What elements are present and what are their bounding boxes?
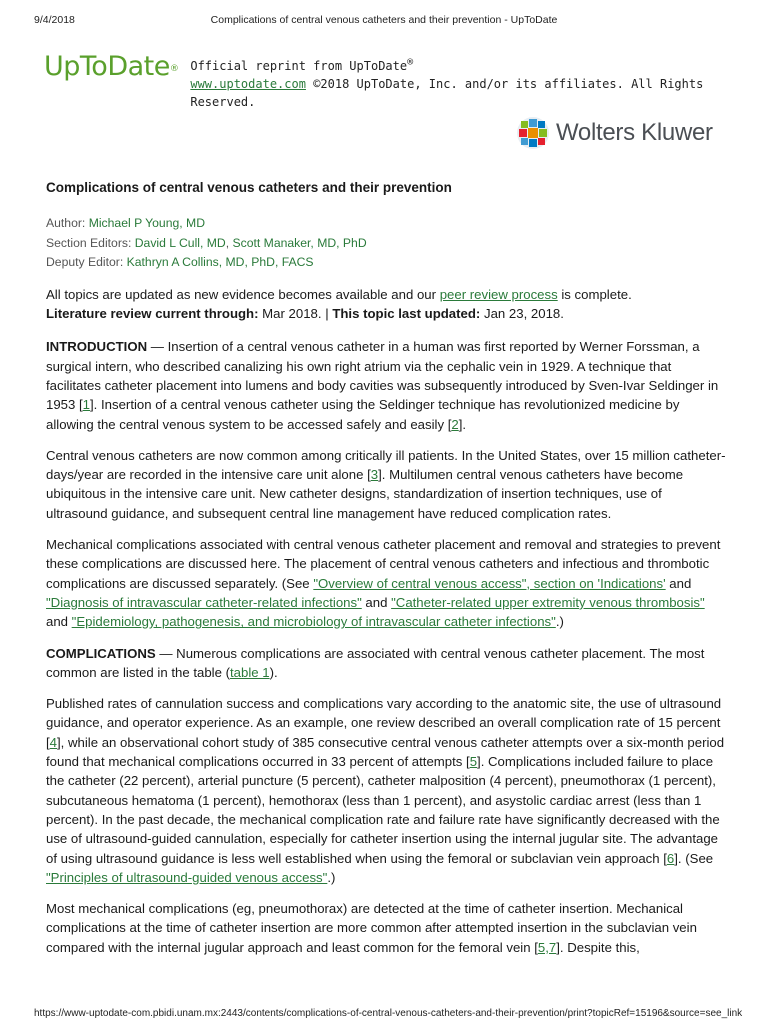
- print-header: [34, 14, 734, 26]
- venous-thrombosis-link[interactable]: "Catheter-related upper extremity venous thrombosis": [391, 594, 705, 610]
- deputy-editor-label: Deputy Editor:: [46, 255, 124, 270]
- wolters-kluwer-logo: [516, 116, 713, 150]
- author-label: Author:: [46, 216, 86, 231]
- ref-link-6[interactable]: 6: [666, 850, 675, 866]
- author-link[interactable]: Michael P Young, MD: [88, 216, 205, 231]
- reprint-line: Official reprint from UpToDate: [190, 59, 408, 73]
- intro-text: — Insertion of a central venous catheter in a human was first reported by Werner Forssman, a surgical intern, who described canalizing his own right atrium via the cephalic vein in 1929. A technique that facilitates catheter placement into lumens and body cavities was subsequently introduced by Sven-Ivar Seldinger in 1953 [: [46, 339, 719, 413]
- p3-text: Mechanical complications associated with central venous catheter placement and removal and strategies to prevent these complications are discussed here. The placement of central venous catheters and infectious and thrombotic complications are discussed separately. (See: [46, 537, 721, 591]
- p5-text: ], while an observational cohort study of 385 consecutive central venous catheter attempts over a six-month period found that mechanical complications occurred in 33 percent of attempts [: [46, 734, 725, 770]
- intro-text: ].: [458, 416, 467, 432]
- ultrasound-guided-link[interactable]: "Principles of ultrasound-guided venous access": [46, 869, 328, 885]
- complications-heading: COMPLICATIONS: [46, 645, 156, 661]
- comp-text: ).: [269, 664, 278, 680]
- p2-text: ]. Multilumen central venous catheters have become ubiquitous in the intensive care unit. New catheter designs, standardization of insertion techniques, use of ultrasound guidance, and subsequent central line management have reduced complication rates.: [46, 467, 684, 521]
- p5-text: .): [327, 869, 336, 885]
- last-updated-label: This topic last updated:: [332, 306, 481, 322]
- status-text: All topics are updated as new evidence becomes available and our: [46, 286, 440, 302]
- table-1-link[interactable]: table 1: [229, 664, 270, 680]
- article-meta: Author: Michael P Young, MD Section Editors: David L Cull, MD, Scott Manaker, MD, PhD Deputy Editor: Kathryn A Collins, MD, PhD, FACS: [46, 216, 367, 270]
- logo-text: UpToDate: [44, 51, 170, 82]
- intro-paragraph: [46, 337, 726, 433]
- p3-text: and: [46, 614, 72, 630]
- p5-text: ]. (See: [674, 850, 714, 866]
- peer-review-link[interactable]: peer review process: [439, 286, 558, 302]
- p3-text: and: [361, 594, 392, 610]
- p3-text: .): [555, 614, 564, 630]
- ref-link-2[interactable]: 2: [451, 416, 459, 432]
- site-link[interactable]: www.uptodate.com: [190, 77, 306, 91]
- article-title: Complications of central venous catheters and their prevention: [46, 180, 452, 195]
- print-footer: [34, 1008, 762, 1019]
- section-editors-label: Section Editors:: [46, 235, 132, 250]
- p6-text: Most mechanical complications (eg, pneumothorax) are detected at the time of catheter insertion. Mechanical complications at the time of catheter insertion are more common after attempted insertion in the subclavian vein compared with the internal jugular approach and least common for the femoral vein [: [46, 901, 697, 955]
- paragraph-2: [46, 446, 726, 523]
- deputy-editor-link[interactable]: Kathryn A Collins, MD, PhD, FACS: [126, 255, 314, 270]
- ref-link-4[interactable]: 4: [49, 734, 58, 750]
- p2-text: Central venous catheters are now common among critically ill patients. In the United States, over 15 million catheter-days/year are recorded in the intensive care unit alone [: [46, 447, 726, 483]
- diagnosis-infections-link[interactable]: "Diagnosis of intravascular catheter-related infections": [46, 594, 362, 610]
- article-content: [46, 178, 726, 969]
- reprint-reg-mark: ®: [407, 57, 414, 68]
- intro-text: ]. Insertion of a central venous catheter using the Seldinger technique has revolutionized medicine by allowing the central venous system to be accessed safely and easily [: [46, 397, 680, 432]
- logo-reg-mark: ®: [169, 64, 179, 74]
- print-title: Complications of central venous catheters and their prevention - UpToDate: [210, 14, 558, 26]
- reprint-notice: [190, 54, 768, 111]
- lit-review-date: Mar 2018. |: [258, 306, 333, 322]
- section-editor-link-2[interactable]: Scott Manaker, MD, PhD: [232, 235, 367, 250]
- paragraph-5: [46, 694, 726, 887]
- wk-globe-icon: [516, 116, 550, 150]
- page-url: https://www-uptodate-com.pbidi.unam.mx:2443/contents/complications-of-central-venous-catheters-and-their-prevention/print?topicRef=15196&source=see_link: [34, 1008, 743, 1019]
- p6-text: ]. Despite this,: [556, 939, 640, 955]
- update-status: [46, 285, 726, 324]
- section-editor-link-1[interactable]: David L Cull, MD: [134, 235, 226, 250]
- overview-access-link[interactable]: "Overview of central venous access", section on 'Indications': [313, 575, 666, 591]
- paragraph-3: [46, 535, 726, 631]
- ref-link-1[interactable]: 1: [82, 397, 91, 413]
- brand-row: [44, 52, 768, 111]
- uptodate-logo: [44, 52, 178, 82]
- p5-text: Published rates of cannulation success and complications vary according to the anatomic site, the use of ultrasound guidance, and operator experience. As an example, one review described an overall complication rate of 15 percent [: [46, 696, 722, 750]
- last-updated-date: Jan 23, 2018.: [480, 306, 564, 322]
- ref-link-3[interactable]: 3: [370, 467, 379, 483]
- status-text-end: is complete.: [557, 286, 632, 302]
- ref-link-5-7[interactable]: 5,7: [537, 939, 557, 955]
- ref-link-5[interactable]: 5: [469, 754, 478, 770]
- complications-paragraph: [46, 644, 726, 683]
- wk-name: Wolters Kluwer: [556, 119, 713, 146]
- p5-text: ]. Complications included failure to place the catheter (22 percent), arterial puncture (5 percent), catheter malposition (4 percent), pneumothorax (1 percent), subcutaneous hematoma (1 percent), hemothorax (less than 1 percent), and asystolic cardiac arrest (less than 1 percent). In the past decade, the mechanical complication rate and failure rate have significantly decreased with the use of ultrasound-guided cannulation, especially for catheter insertion using the internal jugular site. The advantage of using ultrasound guidance is less well established when using the femoral or subclavian vein approach [: [46, 754, 720, 866]
- print-date: 9/4/2018: [34, 14, 75, 26]
- paragraph-6: [46, 899, 726, 957]
- p3-text: and: [665, 575, 692, 591]
- copyright-text: ©2018 UpToDate, Inc. and/or its affiliates. All Rights Reserved.: [190, 77, 704, 109]
- comp-text: — Numerous complications are associated with central venous catheter placement. The most common are listed in the table (: [46, 645, 705, 680]
- lit-review-label: Literature review current through:: [46, 306, 259, 322]
- intro-heading: INTRODUCTION: [46, 339, 148, 355]
- epidemiology-link[interactable]: "Epidemiology, pathogenesis, and microbiology of intravascular catheter infections": [71, 614, 556, 630]
